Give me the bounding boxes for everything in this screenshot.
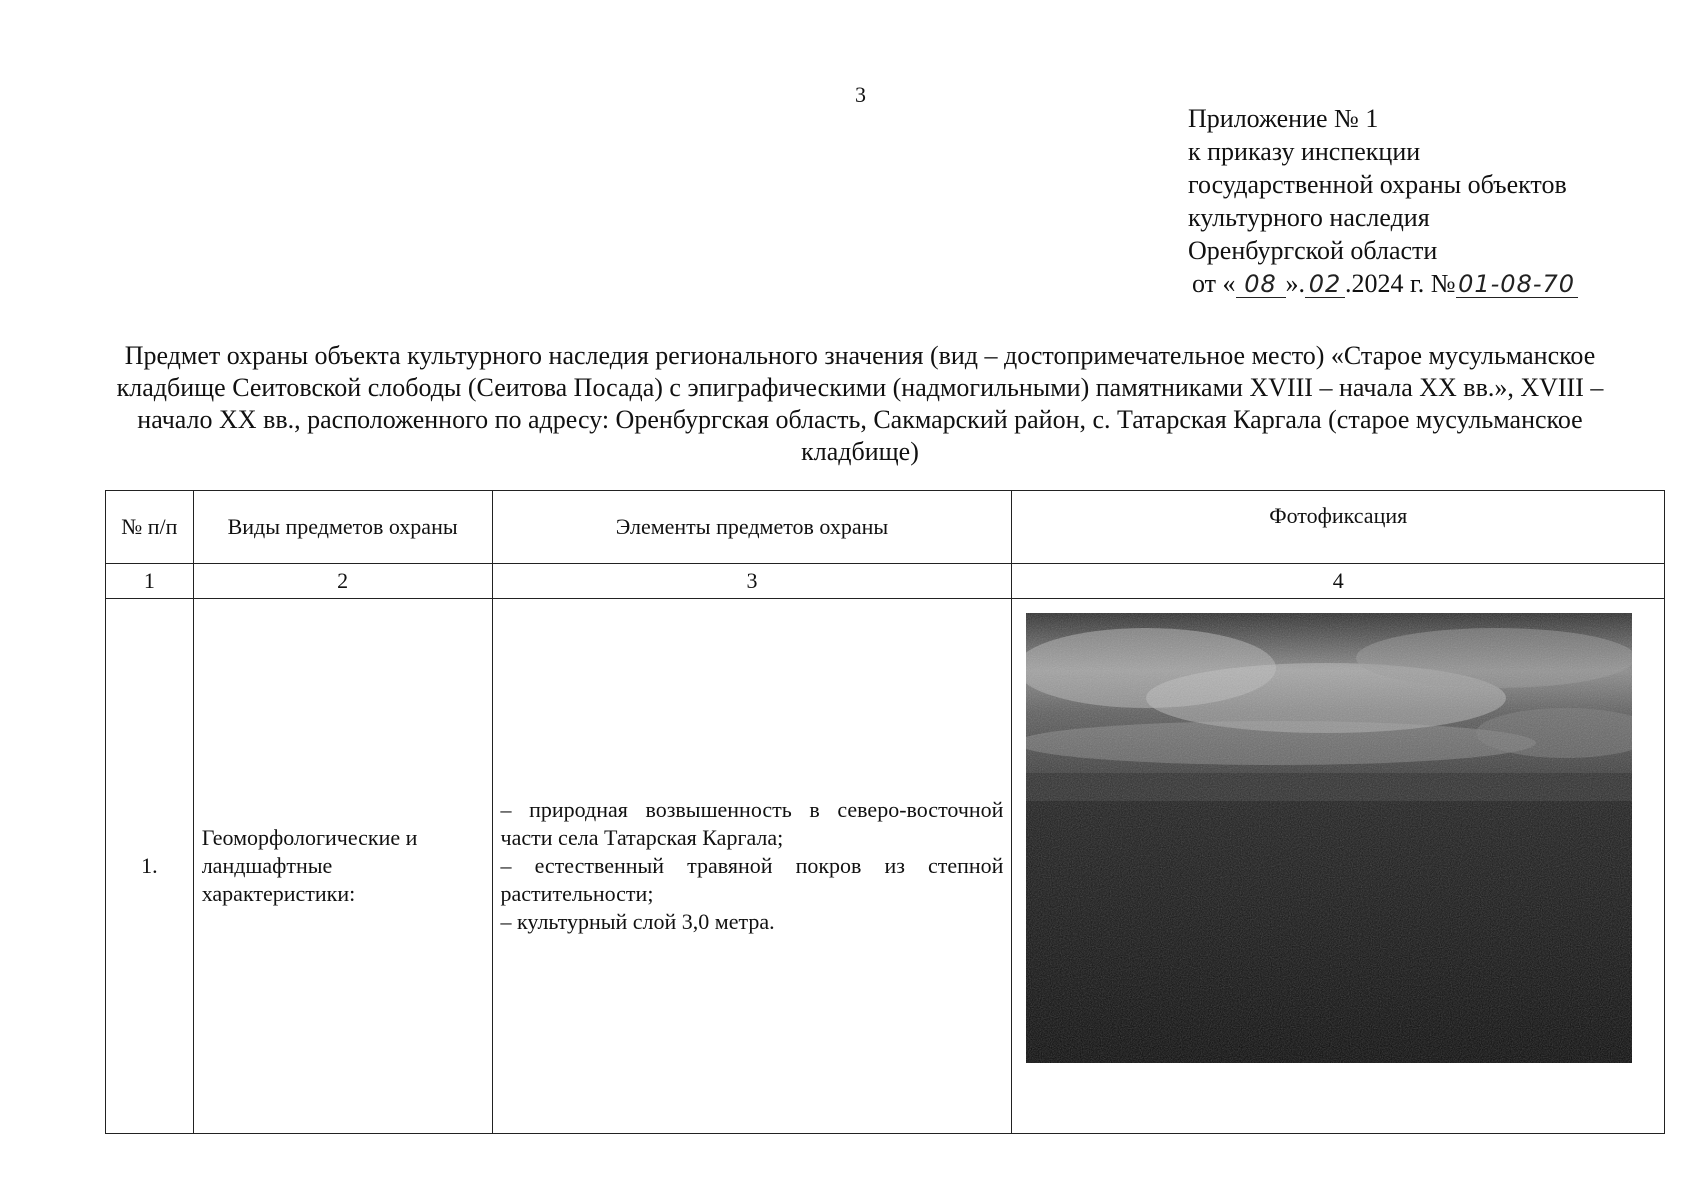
date-day-handwritten: 08 [1244, 270, 1277, 298]
protection-table [105, 490, 1665, 1134]
page-number: 3 [855, 82, 866, 107]
appendix-block [1188, 102, 1578, 300]
column-numbers-row [106, 564, 1665, 599]
appendix-line-4: культурного наследия [1188, 203, 1430, 232]
header-photo: Фотофиксация [1012, 491, 1665, 564]
appendix-line-3: государственной охраны объектов [1188, 170, 1567, 199]
appendix-line-5: Оренбургской области [1188, 236, 1438, 265]
header-types: Виды предметов охраны [193, 491, 492, 564]
row-number: 1. [106, 599, 194, 1134]
column-number-4: 4 [1012, 564, 1665, 599]
header-number: № п/п [106, 491, 194, 564]
date-mid: ». [1285, 269, 1306, 298]
table-row [106, 599, 1665, 1134]
landscape-photo [1026, 613, 1632, 1063]
date-month-handwritten: 02 [1308, 270, 1342, 298]
column-number-3: 3 [492, 564, 1012, 599]
appendix-date-line [1188, 267, 1578, 300]
date-year: .2024 г. № [1345, 269, 1456, 298]
header-elements: Элементы предметов охраны [492, 491, 1012, 564]
order-number-handwritten: 01-08-70 [1458, 270, 1576, 298]
column-number-1: 1 [106, 564, 194, 599]
column-number-2: 2 [193, 564, 492, 599]
document-title: Предмет охраны объекта культурного наследия регионального значения (вид – достопримечательное место) «Старое мусульманское кладбище Сеитовской слободы (Сеитова Посада) с эпиграфическими (надмогильными) памятниками XVIII – начала XX вв.», XVIII – начало XX вв., расположенного по адресу: Оренбургская область, Сакмарский район, с. Татарская Каргала (старое мусульманское кладбище) [116, 341, 1604, 466]
row-photo-cell [1012, 599, 1665, 1134]
appendix-line-1: Приложение № 1 [1188, 104, 1379, 133]
date-prefix: от « [1192, 269, 1236, 298]
row-elements [492, 599, 1012, 1134]
row-type: Геоморфологические и ландшафтные характеристики: [193, 599, 492, 1134]
appendix-line-2: к приказу инспекции [1188, 137, 1421, 166]
element-item-3: – культурный слой 3,0 метра. [500, 909, 775, 934]
element-item-1: – природная возвышенность в северо-восточной части села Татарская Каргала; [500, 797, 1004, 850]
table-header-row [106, 491, 1665, 564]
element-item-2: – естественный травяной покров из степной растительности; [500, 853, 1004, 906]
